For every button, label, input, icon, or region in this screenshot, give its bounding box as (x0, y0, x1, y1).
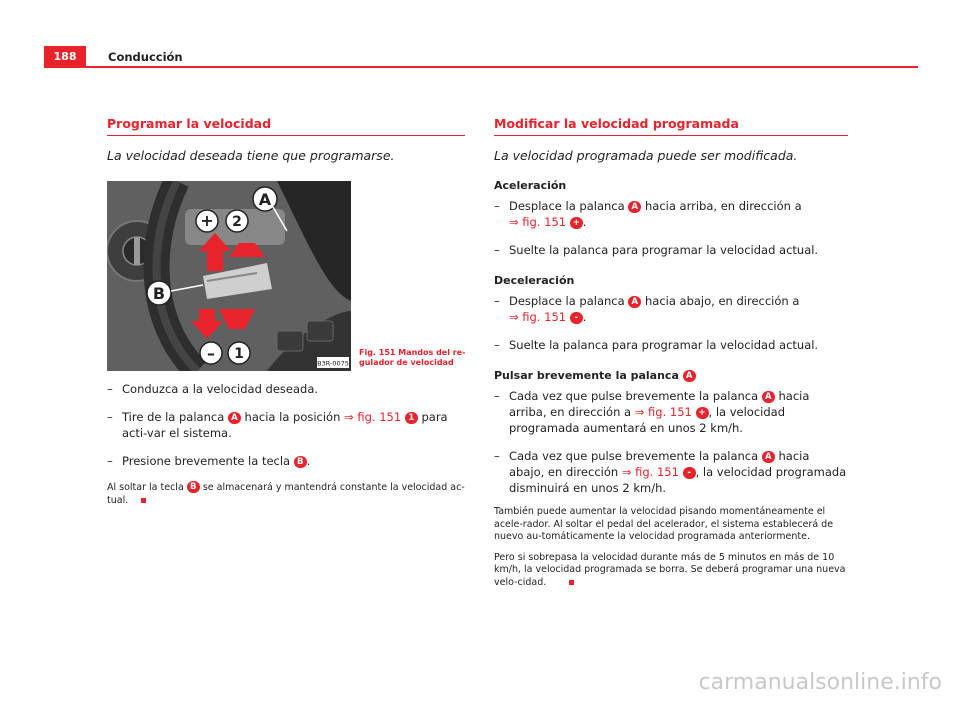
label-b: B (152, 284, 166, 303)
running-header: Conducción (108, 50, 183, 64)
badge-plus: + (570, 217, 583, 229)
header-rule (44, 66, 918, 68)
badge-b-note: B (187, 481, 200, 493)
accel-step-1: – Desplace la palanca A hacia arriba, en dirección a ⇒ fig. 151 + . (494, 199, 802, 229)
section-title-programar: Programar la velocidad (107, 116, 465, 136)
step-1: – Conduzca a la velocidad deseada. (107, 382, 319, 396)
decel-step-2: – Suelte la palanca para programar la velocidad actual. (494, 338, 819, 352)
page-number: 188 (44, 46, 86, 68)
badge-a: A (683, 370, 696, 382)
badge-a: A (762, 451, 775, 463)
badge-a: A (628, 296, 641, 308)
figure-code: B3R-0075 (317, 359, 349, 368)
badge-minus: - (570, 312, 583, 324)
fig-reference-link[interactable]: ⇒ fig. 151 (509, 310, 567, 324)
end-of-section-mark (141, 498, 146, 503)
end-of-section-mark (569, 580, 574, 585)
badge-minus: - (683, 467, 696, 479)
left-column (107, 116, 465, 507)
step-3: – Presione brevemente la tecla B . (107, 454, 311, 468)
note-right-1: También puede aumentar la velocidad pisando momentáneamente el acele-rador. Al soltar el pedal del acelerador, el sistema establecerá de nuevo au-tomáticamente la velocidad programada anteriormente. (494, 506, 834, 542)
fig-reference-link[interactable]: ⇒ fig. 151 (621, 465, 679, 479)
right-column (494, 116, 848, 589)
watermark: carmanualsonline.info (698, 670, 942, 695)
decel-step-1: – Desplace la palanca A hacia abajo, en dirección a ⇒ fig. 151 - . (494, 294, 800, 324)
badge-a: A (228, 412, 241, 424)
heading-pulsar: Pulsar brevemente la palanca A (494, 369, 848, 382)
badge-plus: + (696, 407, 709, 419)
label-one: 1 (234, 346, 244, 362)
heading-deceleracion: Deceleración (494, 274, 575, 287)
step-2: – Tire de la palanca A hacia la posición ⇒ fig. 151 1 para acti-var el sistema. (107, 410, 448, 440)
figure-caption: Fig. 151 Mandos del re-gulador de velocidad (359, 348, 466, 367)
accel-step-2: – Suelte la palanca para programar la velocidad actual. (494, 243, 819, 257)
fig-reference-link[interactable]: ⇒ fig. 151 (509, 215, 567, 229)
fig-reference-link[interactable]: ⇒ fig. 151 (344, 410, 402, 424)
section-title-modificar: Modificar la velocidad programada (494, 116, 848, 136)
lead-programar: La velocidad deseada tiene que programarse. (107, 148, 395, 163)
label-plus: + (200, 211, 214, 230)
badge-a: A (628, 201, 641, 213)
badge-a: A (762, 391, 775, 403)
note-right-2: Pero si sobrepasa la velocidad durante más de 5 minutos en más de 10 km/h, la velocidad programada se borra. Se deberá programar una nueva velo-cidad. (494, 551, 846, 588)
figure-151 (107, 181, 465, 371)
cruise-control-illustration (107, 181, 351, 371)
badge-b: B (294, 456, 307, 468)
brief-step-2: – Cada vez que pulse brevemente la palanca A hacia abajo, en dirección ⇒ fig. 151 - , la velocidad programada disminuirá en unos 2 km/h. (494, 449, 847, 495)
label-a: A (258, 190, 272, 209)
heading-aceleracion: Aceleración (494, 179, 567, 192)
label-two: 2 (232, 214, 242, 230)
badge-1: 1 (405, 412, 418, 424)
brief-step-1: – Cada vez que pulse brevemente la palanca A hacia arriba, en dirección a ⇒ fig. 151 + , la velocidad programada aumentará en unos 2 km/h. (494, 389, 810, 435)
note-left: Al soltar la tecla B se almacenará y mantendrá constante la velocidad ac-tual. (107, 482, 465, 506)
lead-modificar: La velocidad programada puede ser modificada. (494, 148, 798, 163)
fig-reference-link[interactable]: ⇒ fig. 151 (634, 405, 692, 419)
label-minus: – (207, 344, 215, 363)
